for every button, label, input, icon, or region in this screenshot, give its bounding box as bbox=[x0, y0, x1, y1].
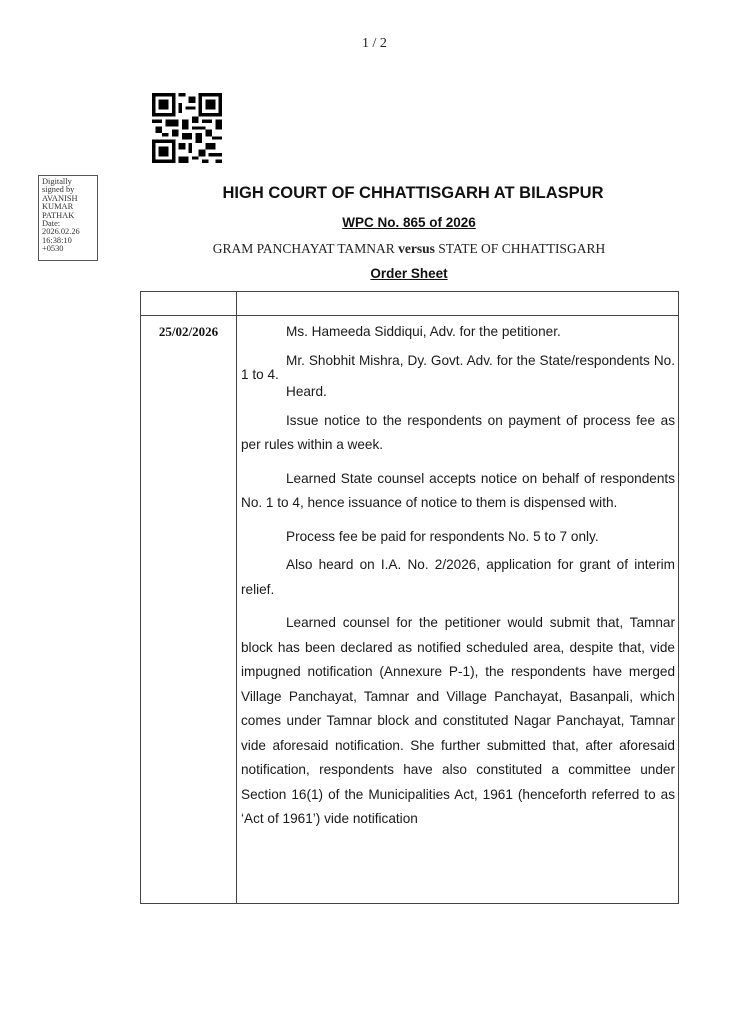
court-name: HIGH COURT OF CHHATTISGARH AT BILASPUR bbox=[222, 184, 604, 202]
order-date: 25/02/2026 bbox=[158, 324, 219, 339]
header-row-divider bbox=[141, 315, 678, 316]
signature-line: AVANISH bbox=[42, 193, 78, 203]
case-number-text: WPC No. 865 of 2026 bbox=[342, 215, 476, 230]
page-number: 1 / 2 bbox=[362, 36, 387, 51]
signature-line: Digitally bbox=[42, 177, 72, 186]
case-parties bbox=[0, 241, 749, 257]
order-paragraph: Issue notice to the respondents on payment of process fee as per rules within a week. bbox=[241, 412, 675, 452]
signature-line: Date: bbox=[42, 219, 61, 229]
signature-line: +0530 bbox=[42, 244, 64, 254]
signature-line: 16:38:10 bbox=[42, 235, 72, 245]
signature-line: PATHAK bbox=[42, 210, 75, 220]
signature-line: KUMAR bbox=[42, 202, 74, 212]
respondent-name: STATE OF CHHATTISGARH bbox=[438, 241, 606, 256]
versus-label: versus bbox=[398, 241, 435, 256]
case-number bbox=[0, 215, 749, 230]
qr-code-icon bbox=[152, 93, 222, 163]
order-paragraph: Process fee be paid for respondents No. 5 to 7 only. bbox=[286, 528, 599, 544]
order-paragraph: Ms. Hameeda Siddiqui, Adv. for the petitioner. bbox=[286, 324, 561, 339]
order-paragraph: Also heard on I.A. No. 2/2026, application for grant of interim relief. bbox=[241, 557, 675, 597]
signature-line: 2026.02.26 bbox=[42, 227, 80, 237]
order-sheet-text: Order Sheet bbox=[370, 266, 448, 281]
signature-line: signed by bbox=[42, 185, 75, 195]
order-text bbox=[241, 320, 675, 841]
order-paragraph: Heard. bbox=[286, 383, 327, 399]
order-paragraph: Learned counsel for the petitioner would submit that, Tamnar block has been declared as notified scheduled area, despite that, vide impugned notification (Annexure P-1), the respondents have merged Village Panchayat, Tamnar and Village Panchayat, Basanpali, which comes under Tamnar block and constituted Nagar Panchayat, Tamnar vide aforesaid notification. She further submitted that, after aforesaid notification, respondents have also constituted a committee under Section 16(1) of the Municipalities Act, 1961 (henceforth referred to as ‘Act of 1961’) vide notification bbox=[241, 615, 675, 826]
order-sheet-title bbox=[0, 266, 749, 281]
order-table bbox=[140, 291, 679, 904]
order-paragraph: Learned State counsel accepts notice on behalf of respondents No. 1 to 4, hence issuance of notice to them is dispensed with. bbox=[241, 470, 675, 510]
order-paragraph: Mr. Shobhit Mishra, Dy. Govt. Adv. for the State/respondents No. 1 to 4. bbox=[241, 352, 675, 382]
column-divider bbox=[236, 292, 237, 903]
petitioner-name: GRAM PANCHAYAT TAMNAR bbox=[212, 241, 395, 256]
